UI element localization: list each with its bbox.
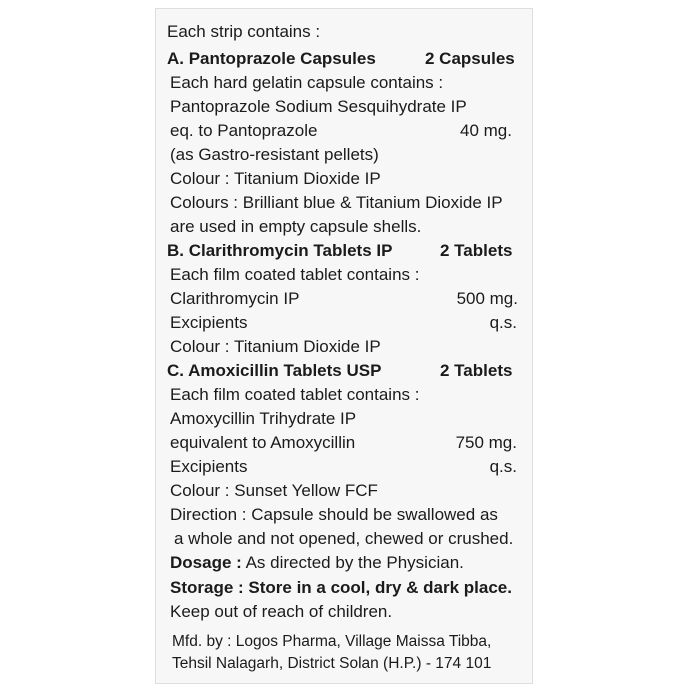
section-c-line-5: Colour : Sunset Yellow FCF bbox=[170, 481, 378, 500]
section-a-line-7: are used in empty capsule shells. bbox=[170, 217, 422, 236]
section-b-dose: 500 mg. bbox=[456, 289, 518, 308]
section-b-line-1: Each film coated tablet contains : bbox=[170, 265, 420, 284]
intro-text: Each strip contains : bbox=[167, 22, 321, 41]
section-c-dose: 750 mg. bbox=[455, 433, 517, 452]
section-a-line-1: Each hard gelatin capsule contains : bbox=[170, 73, 444, 92]
section-c-heading: C. Amoxicillin Tablets USP bbox=[167, 361, 382, 380]
direction-line-1: Direction : Capsule should be swallowed as bbox=[170, 505, 498, 524]
section-b-qs: q.s. bbox=[489, 313, 517, 332]
direction-line-2: a whole and not opened, chewed or crushed. bbox=[174, 529, 514, 548]
section-b-heading: B. Clarithromycin Tablets IP bbox=[167, 241, 393, 260]
section-a-line-6: Colours : Brilliant blue & Titanium Dioxide IP bbox=[170, 193, 503, 212]
section-a-line-2: Pantoprazole Sodium Sesquihydrate IP bbox=[170, 97, 467, 116]
section-b-line-3: Excipients bbox=[170, 313, 248, 332]
mfd-line-2: Tehsil Nalagarh, District Solan (H.P.) - 174 101 bbox=[172, 655, 492, 672]
dosage-line bbox=[170, 553, 464, 573]
section-c-qty: 2 Tablets bbox=[440, 361, 513, 380]
section-b-qty: 2 Tablets bbox=[440, 241, 513, 260]
section-c-qs: q.s. bbox=[489, 457, 517, 476]
section-b-line-2: Clarithromycin IP bbox=[170, 289, 300, 308]
section-b-line-4: Colour : Titanium Dioxide IP bbox=[170, 337, 381, 356]
section-a-heading: A. Pantoprazole Capsules bbox=[167, 49, 376, 68]
section-a-line-4: (as Gastro-resistant pellets) bbox=[170, 145, 379, 164]
keep-out-line: Keep out of reach of children. bbox=[170, 602, 393, 621]
dosage-text: As directed by the Physician. bbox=[245, 553, 464, 572]
dosage-label: Dosage : bbox=[170, 553, 242, 572]
section-c-line-3: equivalent to Amoxycillin bbox=[170, 433, 356, 452]
section-c-line-4: Excipients bbox=[170, 457, 248, 476]
mfd-line-1: Mfd. by : Logos Pharma, Village Maissa Tibba, bbox=[172, 633, 492, 650]
section-a-line-3: eq. to Pantoprazole bbox=[170, 121, 318, 140]
section-a-line-5: Colour : Titanium Dioxide IP bbox=[170, 169, 381, 188]
section-a-qty: 2 Capsules bbox=[425, 49, 515, 68]
section-a-dose: 40 mg. bbox=[460, 121, 512, 140]
section-c-line-1: Each film coated tablet contains : bbox=[170, 385, 420, 404]
section-c-line-2: Amoxycillin Trihydrate IP bbox=[170, 409, 357, 428]
storage-line: Storage : Store in a cool, dry & dark place. bbox=[170, 578, 512, 597]
